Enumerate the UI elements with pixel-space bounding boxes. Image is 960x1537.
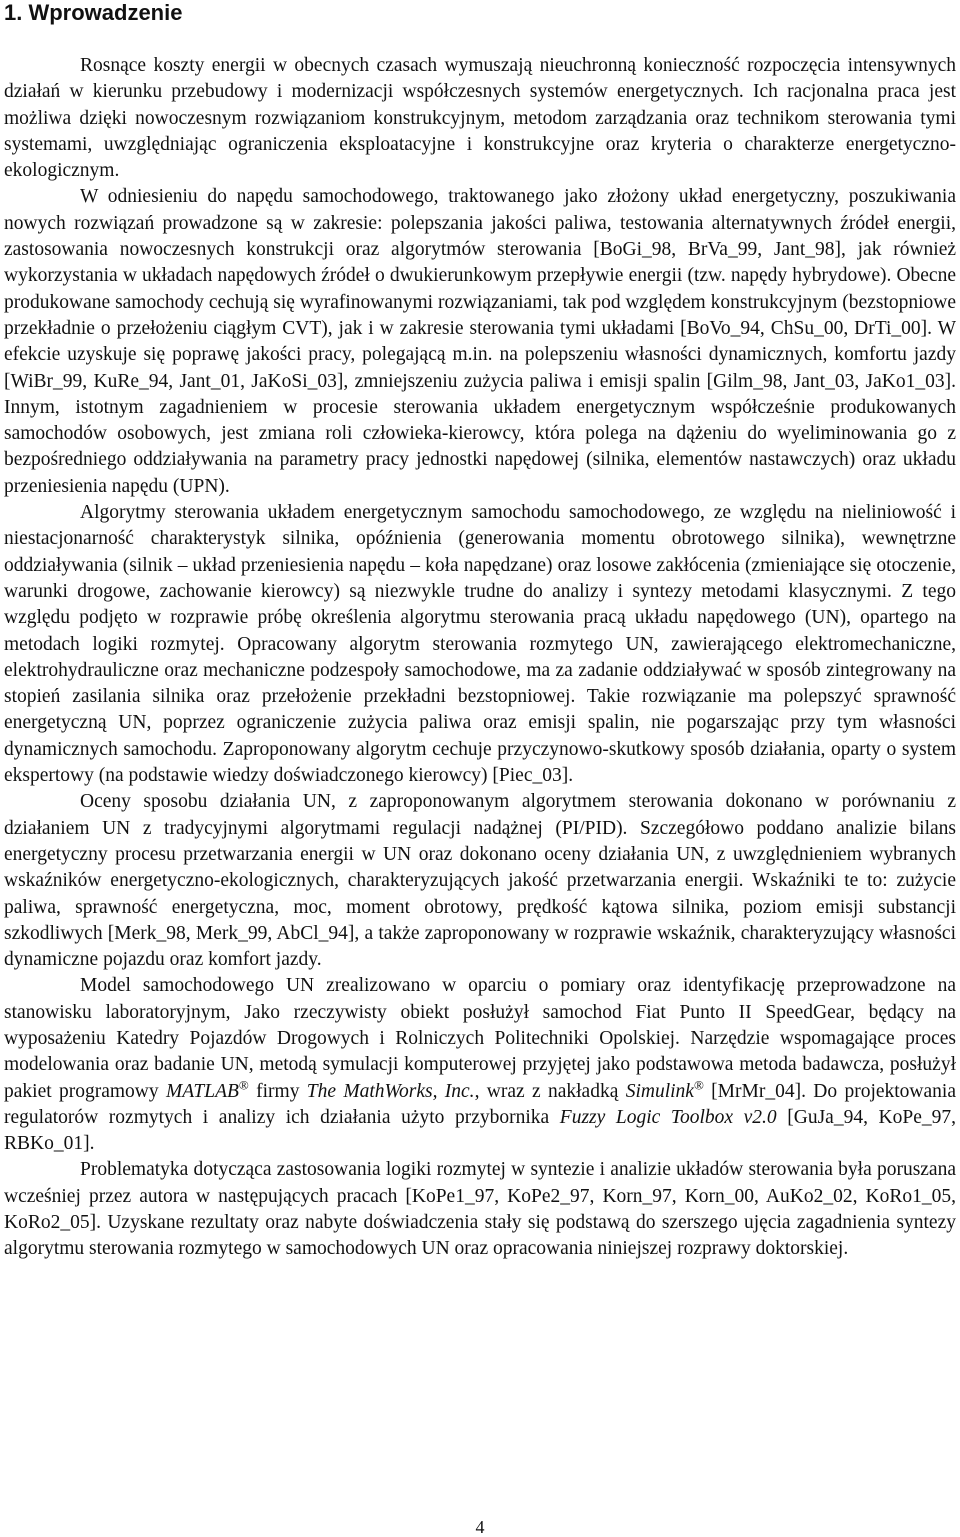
mathworks-name: The MathWorks, Inc. [306,1080,475,1102]
body-text [4,53,956,1263]
paragraph-5-part-4: [MrMr_04]. Do projektowania regulatorów rozmytych i analizy ich działania użyto przybornika [4,1080,956,1128]
paragraph-2: W odniesieniu do napędu samochodowego, traktowanego jako złożony układ energetyczny, poszukiwania nowych rozwiązań prowadzone są w zakresie: polepszania jakości paliwa, testowania alternatywnych źródeł energii, zastosowania nowoczesnych konstrukcji oraz algorytmów sterowania [BoGi_98, BrVa_99, Jant_98], jak również wykorzystania w układach napędowych źródeł o dwukierunkowym przepływie energii (tzw. napędy hybrydowe). Obecne produkowane samochody cechują się wyrafinowanymi rozwiązaniami, tak pod względem konstrukcyjnym (bezstopniowe przekładnie o przełożeniu ciągłym CVT), jak i w zakresie sterowania tymi układami [BoVo_94, ChSu_00, DrTi_00]. W efekcie uzyskuje się poprawę jakości pracy, polegającą m.in. na polepszeniu własności dynamicznych, komfortu jazdy [WiBr_99, KuRe_94, Jant_01, JaKoSi_03], zmniejszeniu zużycia paliwa i emisji spalin [Gilm_98, Jant_03, JaKo1_03]. Innym, istotnym zagadnieniem w procesie sterowania układem energetycznym współcześnie produkowanych samochodów osobowych, jest zmiana roli człowieka-kierowcy, która polega na dążeniu do wyeliminowania go z bezpośredniego oddziaływania na parametry pracy jednostki napędowej (silnika, elementów nastawczych) oraz układu przeniesienia napędu (UPN). [4,186,956,497]
paragraph-3: Algorytmy sterowania układem energetycznym samochodu samochodowego, ze względu na nieliniowość i niestacjonarność charakterystyk silnika, opóźnienia (generowania momentu obrotowego silnika), wewnętrzne oddziaływania (silnik – układ przeniesienia napędu – koła napędzane) oraz losowe zakłócenia (zmieniające się otoczenie, warunki drogowe, zachowanie kierowcy) są niezwykle trudne do analizy i syntezy metodami klasycznymi. Z tego względu podjęto w rozprawie próbę określenia algorytmu sterowania pracą układu napędowego (UN), opartego na metodach logiki rozmytej. Opracowany algorytm sterowania rozmytego UN, zawierającego elektromechaniczne, elektrohydrauliczne oraz mechaniczne podzespoły samochodowe, ma za zadanie oddziaływać w sposób zintegrowany na stopień zasilania silnika oraz przełożenie przekładni bezstopniowej. Takie rozwiązanie ma polepszyć sprawność energetyczną UN, poprzez ograniczenie zużycia paliwa oraz emisji spalin, nie pogarszając przy tym własności dynamicznych samochodu. Zaproponowany algorytm cechuje przyczynowo-skutkowy sposób działania, oparty o system ekspertowy (na podstawie wiedzy doświadczonego kierowcy) [Piec_03]. [4,502,956,787]
paragraph-6: Problematyka dotycząca zastosowania logiki rozmytej w syntezie i analizie układów sterowania była poruszana wcześniej przez autora w następujących pracach [KoPe1_97, KoPe2_97, Korn_97, Korn_00, AuKo2_02, KoRo1_05, KoRo2_05]. Uzyskane rezultaty oraz nabyte doświadczenia stały się podstawą do szerszego ujęcia zagadnienia syntezy algorytmu sterowania rozmytego w samochodowych UN oraz opracowania niniejszej rozprawy doktorskiej. [4,1159,956,1260]
registered-mark-2: ® [693,1077,704,1093]
paragraph-5 [4,973,956,1157]
paragraph-1: Rosnące koszty energii w obecnych czasach wymuszają nieuchronną konieczność rozpoczęcia intensywnych działań w kierunku przebudowy i modernizacji współczesnych systemów energetycznych. Ich racjonalna praca jest możliwa dzięki nowoczesnym rozwiązaniom konstrukcyjnym, metodom zarządzania oraz technikom sterowania tymi systemami, uwzględniając ograniczenia eksploatacyjne i konstrukcyjne oraz kryteria o charakterze energetyczno-ekologicznym. [4,55,956,182]
paragraph-4: Oceny sposobu działania UN, z zaproponowanym algorytmem sterowania dokonano w porównaniu z działaniem UN z tradycyjnymi algorytmami regulacji nadążnej (PI/PID). Szczegółowo poddano analizie bilans energetyczny procesu przetwarzania energii w UN oraz dokonano oceny działania UN, z uwzględnieniem wybranych wskaźników energetyczno-ekologicznych, charakteryzujących jakość przetwarzania energii. Wskaźniki te to: zużycie paliwa, sprawność energetyczna, moc, moment obrotowy, prędkość kątowa silnika, poziom emisji substancji szkodliwych [Merk_98, Merk_99, AbCl_94], a także zaproponowany w rozprawie wskaźnik, charakteryzujący własności dynamiczne pojazdu oraz komfort jazdy. [4,791,956,971]
registered-mark-1: ® [238,1077,249,1093]
simulink-name: Simulink [625,1080,694,1102]
fuzzy-toolbox-name: Fuzzy Logic Toolbox v2.0 [559,1106,777,1128]
paragraph-5-part-3: , wraz z nakładką [474,1080,626,1102]
paragraph-5-part-2: firmy [248,1080,307,1102]
paragraph-5-part-5: [GuJa_94, KoPe_97, RBKo_01]. [4,1106,956,1155]
section-heading: 1. Wprowadzenie [4,0,183,25]
paragraph-5-part-1: Model samochodowego UN zrealizowano w oparciu o pomiary oraz identyfikację przeprowadzone na stanowisku laboratoryjnym, Jako rzeczywisty obiekt posłużył samochod Fiat Punto II SpeedGear, będący na wyposażeniu Katedry Pojazdów Drogowych i Rolniczych Politechniki Opolskiej. Narzędzie wspomagające proces modelowania oraz badanie UN, metodą symulacji komputerowej przyjętej jako podstawowa metoda badawcza, posłużył pakiet programowy [4,975,956,1102]
page-number: 4 [475,1517,485,1537]
matlab-name: MATLAB [165,1080,239,1102]
